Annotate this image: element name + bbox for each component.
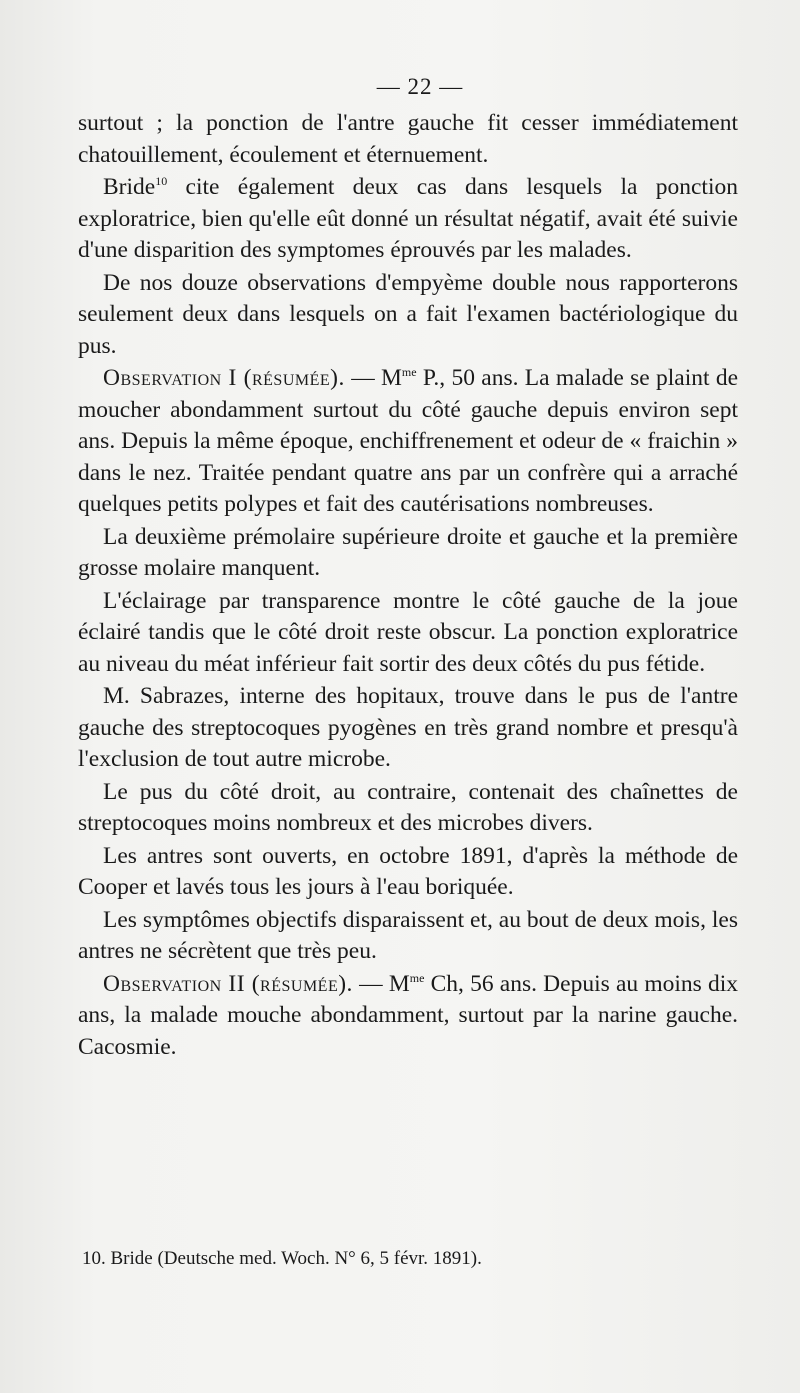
paragraph-sabrazes: M. Sabrazes, interne des hopitaux, trouve dans le pus de l'antre gauche des streptocoques pyogènes en très grand nombre et presqu'à l'exclusion de tout autre microbe. (78, 683, 738, 772)
author-name: Bride (103, 174, 156, 200)
body-text (78, 108, 738, 1063)
paragraph-continuation: surtout ; la ponction de l'antre gauche fit cesser immédiatement chatouillement, écoulement et éternuement. (78, 110, 738, 168)
observation-1-dash: — M (344, 365, 402, 391)
paragraph-text: cite également deux cas dans lesquels la ponction exploratrice, bien qu'elle eût donné un résultat négatif, avait été suivie d'une disparition des symptomes éprouvés par les malades. (78, 174, 738, 263)
observation-2-dash: — M (352, 970, 410, 997)
observation-2 (78, 969, 738, 1064)
paragraph-molars: La deuxième prémolaire supérieure droite et gauche et la première grosse molaire manquent. (78, 523, 738, 581)
observation-2-text: Ch, 56 ans. Depuis au moins dix ans, la malade mouche abondamment, surtout par la narine gauche. Cacosmie. (78, 970, 738, 1060)
footnote: 10. Bride (Deutsche med. Woch. N° 6, 5 févr. 1891). (82, 1248, 482, 1269)
paragraph-bride (78, 172, 738, 267)
title-superscript: me (401, 365, 417, 380)
observation-1-heading: Observation I (résumée). (103, 365, 345, 391)
paragraph-symptoms: Les symptômes objectifs disparaissent et, au bout de deux mois, les antres ne sécrètent que très peu. (78, 906, 738, 964)
title-superscript: me (409, 970, 425, 985)
page-number: — 22 — (376, 74, 464, 99)
footnote-reference: 10 (155, 174, 168, 189)
paragraph-transillumination: L'éclairage par transparence montre le côté gauche de la joue éclairé tandis que le côté droit reste obscur. La ponction exploratrice au niveau du méat inférieur fait sortir des deux côtés du pus fétide. (78, 587, 738, 677)
observation-1-text: P., 50 ans. La malade se plaint de moucher abondamment surtout du côté gauche depuis environ sept ans. Depuis la même époque, enchiffrenement et odeur de « fraichin » dans le nez. Traitée pendant quatre ans par un confrère qui a arraché quelques petits polypes et fait des cautérisations nombreuses. (78, 365, 739, 517)
paragraph-observations-intro: De nos douze observations d'empyème double nous rapporterons seulement deux dans lesquels on a fait l'examen bactériologique du pus. (78, 269, 738, 359)
observation-2-heading: Observation II (résumée). (103, 970, 353, 997)
paragraph-antres-opened: Les antres sont ouverts, en octobre 1891, d'après la méthode de Cooper et lavés tous les jours à l'eau boriquée. (78, 842, 738, 900)
observation-1 (78, 363, 738, 521)
paragraph-right-side-pus: Le pus du côté droit, au contraire, contenait des chaînettes de streptocoques moins nombreux et des microbes divers. (78, 778, 738, 836)
